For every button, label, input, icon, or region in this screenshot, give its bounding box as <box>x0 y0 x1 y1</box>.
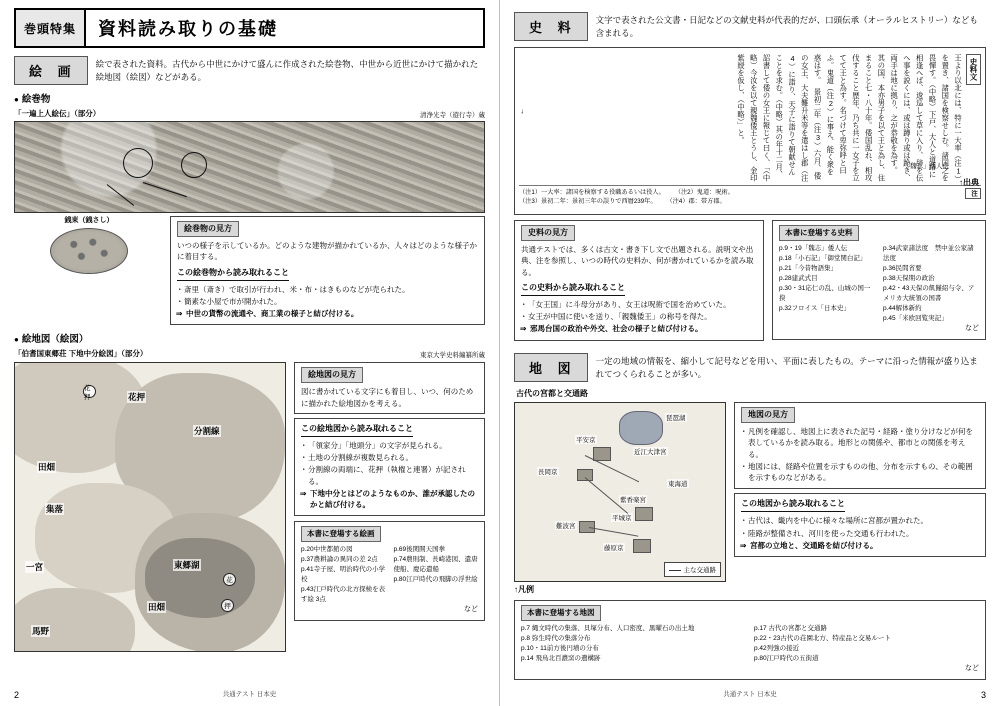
emakimono-view-title: 絵巻物の見方 <box>177 221 239 237</box>
map-label: 馬野 <box>32 626 50 637</box>
ezu-caption-row <box>14 348 485 359</box>
chizu-view-title: 地図の見方 <box>741 407 795 423</box>
shiryo-vertical-label: 史料文 <box>966 54 981 85</box>
section-desc-shiryo: 文字で表された公文書・日記などの文献史料が代表的だが、口頭伝承（オーラルヒストリー）なども含まれる。 <box>595 15 978 39</box>
shiryo-source-attr: 「魏志」倭人伝 <box>903 163 949 170</box>
list-item: ・ 簡素な小屋で市が開かれた。 <box>177 296 478 307</box>
list-item: p.41寺子屋、明治時代の小学校 <box>301 566 386 584</box>
map-label: 集落 <box>46 504 64 515</box>
chizu-view-list <box>741 426 979 483</box>
list-item: ・ 古代は、畿内を中心に様々な場所に宮都が置かれた。 <box>741 515 979 526</box>
map-site <box>593 447 611 461</box>
list-item: p.37農耕論の異同の差 2点 <box>301 555 378 563</box>
map-label: 平安京 <box>576 437 596 445</box>
map-label: 田畑 <box>148 602 166 613</box>
ezu-view-title: 絵地図の見方 <box>301 367 363 383</box>
ezu-read-title: この絵地図から読み取れること <box>301 423 413 437</box>
ezu-view-text: 図に書かれている文字にも着目し、いつ、何のために描かれた絵地図かを考える。 <box>301 387 474 408</box>
shiryo-shutten-arrow: ↑出典 <box>959 178 979 187</box>
leader-line-2 <box>143 182 187 197</box>
coin-label: 銭束（銭さし） <box>64 217 114 224</box>
list-item: p.80江戸時代の五街道 <box>754 654 819 662</box>
list-item: p.38天保期の政治 <box>883 274 935 282</box>
list-item: p.10・11前方後円墳の分布 <box>521 644 599 652</box>
list-item: p.22・23古代の荘園北方、特産品と交易ルート <box>754 634 891 642</box>
chizu-booklist-entries <box>521 624 979 664</box>
map-marker: 花 <box>223 573 236 586</box>
ezu-map-image <box>14 362 286 652</box>
section-label-kaiga: 絵 画 <box>14 56 88 85</box>
feature-tag: 巻頭特集 <box>16 10 86 46</box>
list-item: p.28建武式目 <box>779 274 818 282</box>
list-item: p.80江戸時代の飛脚の浮世絵 <box>393 576 478 584</box>
map-label: 一宮 <box>26 562 44 573</box>
shiryo-view-title: 史料の見方 <box>521 225 575 241</box>
section-kaiga-header <box>14 56 485 85</box>
map-label: 花押 <box>128 392 146 403</box>
list-item: p.20中世都館の図 <box>301 545 353 553</box>
emakimono-caption: 「一遍上人絵伝」（部分） <box>14 109 101 118</box>
note-item: （注2）鬼道：呪術。 <box>674 189 734 196</box>
list-item: ・ 「女王国」に斗母分があり、女王は呪術で国を治めていた。 <box>521 299 757 310</box>
shiryo-booklist-nado: など <box>965 325 979 333</box>
section-label-chizu: 地 図 <box>514 353 588 382</box>
map-label: 近江大津宮 <box>634 449 667 457</box>
list-item: ・ 陸路が整備され、河川を使った交通も行われた。 <box>741 528 979 539</box>
shiryo-booklist-title: 本書に登場する史料 <box>779 225 859 241</box>
map-marker: 押 <box>221 599 234 612</box>
section-chizu-header <box>514 353 986 382</box>
subsection-emakimono: ● 絵巻物 <box>14 91 485 105</box>
list-item: ・ 分割線の両端に、花押（執権と連署）が記される。 <box>301 464 478 487</box>
emakimono-view-text: いつの様子を示しているか。どのような建物が描かれているか、人々はどのような様子かに着目する。 <box>177 241 477 262</box>
list-item: p.21「今昔物語集」 <box>779 264 838 272</box>
ezu-read-list <box>301 440 478 511</box>
shiryo-booklist <box>772 220 986 340</box>
map-site <box>577 469 593 481</box>
footer-left: 共通テスト 日本史 <box>222 691 277 698</box>
left-booklist-nado: など <box>464 606 478 614</box>
list-item: ⇒ 中世の貨幣の流通や、商工業の様子と結び付ける。 <box>177 308 478 319</box>
map-hanrei: ↑凡例 <box>514 585 534 595</box>
list-item: ⇒ 宮都の立地と、交通路を結び付ける。 <box>741 540 979 551</box>
list-item: ⇒ 下地中分とはどのようなものか、誰が承認したのかと結び付ける。 <box>301 488 478 511</box>
map-label: 難波宮 <box>556 523 576 531</box>
section-desc-chizu: 一定の地域の情報を、縮小して記号などを用い、平面に表したもの。テーマに沿った情報が盛り込まれてつくられることが多い。 <box>595 355 978 379</box>
shiryo-arrow-label: → <box>519 108 526 115</box>
map-label: 平城京 <box>612 515 632 523</box>
legend-label: 主な交通路 <box>683 567 716 575</box>
chizu-read-callout <box>734 493 986 557</box>
legend-line-swatch <box>669 570 681 571</box>
list-item: p.69後関開天国拳 <box>393 545 446 553</box>
list-item: p.42列強の接近 <box>754 644 800 652</box>
left-booklist-entries <box>301 545 478 605</box>
shiryo-view-callout <box>514 220 764 341</box>
list-item: ・ 「領家分」「地頭分」の文字が見られる。 <box>301 440 478 451</box>
map-label: 東郷湖 <box>174 560 200 571</box>
list-item: ・ 土地の分割線が複数見られる。 <box>301 452 478 463</box>
list-item: p.45「米欧回覧実記」 <box>883 315 948 323</box>
highlight-circle-1 <box>123 148 153 178</box>
list-item: p.30・31応仁の乱、山城の国一揆 <box>779 284 871 302</box>
shiryo-booklist-entries <box>779 244 979 325</box>
map-label: 分割線 <box>194 426 220 437</box>
subsection-ezu: ● 絵地図（絵図） <box>14 331 485 345</box>
list-item: p.36民間省要 <box>883 264 922 272</box>
chizu-map-image <box>514 402 726 582</box>
chizu-booklist-title: 本書に登場する地図 <box>521 605 601 621</box>
chizu-read-list <box>741 515 979 551</box>
note-item: （注1）一大率：諸国を検察する役職あるいは役人。 <box>519 189 665 196</box>
note-item: （注3）景初二年：景初三年の誤りで西暦239年。 <box>519 198 657 206</box>
highlight-circle-2 <box>181 152 207 178</box>
page-number-right: 3 <box>980 690 986 700</box>
chizu-map-caption: 古代の宮都と交通路 <box>516 388 588 398</box>
chizu-view-callout <box>734 402 986 489</box>
map-legend <box>664 562 722 577</box>
feature-header <box>14 8 485 48</box>
emakimono-image <box>14 121 485 213</box>
list-item: p.17 古代の宮都と交通路 <box>754 624 827 632</box>
list-item: ・ 斎里（斎き）で取引が行われ、米・布・はきものなどが売られた。 <box>177 284 478 295</box>
coin-illustration <box>50 228 128 274</box>
map-route <box>589 527 638 537</box>
ezu-caption: 「伯耆国東郷荘 下地中分絵図」（部分） <box>14 349 148 359</box>
emakimono-view-callout <box>170 216 485 325</box>
left-booklist-title: 本書に登場する絵画 <box>301 526 381 542</box>
lake-biwa <box>619 411 663 445</box>
feature-title: 資料読み取りの基礎 <box>98 19 279 39</box>
shiryo-notes <box>519 185 981 207</box>
map-label: 長岡京 <box>538 469 558 477</box>
emakimono-credit: 清浄光寺（遊行寺）蔵 <box>420 112 485 119</box>
shiryo-view-text: 共通テストでは、多くは古文・書き下し文で出題される。説明文や出典、注を参照し、いつの時代の史料か、何が書かれているかを読み取る。 <box>521 245 754 277</box>
list-item: p.34武家諸法度 禁中並公家諸法度 <box>883 244 974 262</box>
section-desc-kaiga: 絵で表された資料。古代から中世にかけて盛んに作成された絵巻物、中世から近世にかけて描かれた絵地図（絵図）などがある。 <box>95 59 479 83</box>
emakimono-read-list <box>177 284 478 320</box>
footer-right: 共通テスト 日本史 <box>723 691 777 698</box>
leader-line-1 <box>107 184 134 206</box>
left-booklist <box>294 521 485 621</box>
ezu-read-callout <box>294 418 485 517</box>
list-item: ・ 女王が中国に使いを送り、「親魏倭王」の称号を得た。 <box>521 311 757 322</box>
map-site <box>633 539 651 553</box>
list-item: p.32フロイス「日本史」 <box>779 305 850 312</box>
page-number-left: 2 <box>14 690 20 700</box>
list-item: ⇒ 邪馬台国の政治や外交、社会の様子と結び付ける。 <box>521 323 757 334</box>
right-page <box>500 0 1000 706</box>
ezu-credit: 東京大学史料編纂所蔵 <box>420 352 485 360</box>
emakimono-read-title: この絵巻物から読み取れること <box>177 267 289 281</box>
map-region <box>14 588 135 652</box>
shiryo-body-text: 王より以北には、特に一大率（注1）を置き、諸国を検察せしむ。諸国之を畏憚す。（中略）下戸、大人と道路に相逢へば、逡巡して草に入り、辞を伝へ事を説くには、或は蹲り或は跪き、両手は地に拠り、之が恭敬を為す。 其の国、本亦男子を以て王と為し、住まること七・八十年。倭国乱れ、相攻伐すること歴年、乃ち共に一女子を立てて王と為す。名づけて卑弥呼と曰ふ。鬼道（注2）に事え、能く衆を惑はす。 景初二年（注3）六月、倭の女王、大夫難升米等を遣はし郡（注4）に詣り、天子に詣りて朝献せんことを求む。（中略）其の年十二月、詔書して倭の女王に報じて曰く、「（中略）今汝を以て親魏倭王とうし、金印紫綬を仮し、（中略）」と。 <box>736 54 963 182</box>
map-label: 田畑 <box>38 462 56 473</box>
section-label-shiryo: 史 料 <box>514 12 588 41</box>
list-item: ・ 地図には、経路や位置を示すものの他、分布を示すもの、その範囲を示すものなどがある。 <box>741 461 979 484</box>
emakimono-caption-row <box>14 108 485 119</box>
note-item: （注4）郡：帯方郡。 <box>666 198 726 206</box>
list-item: p.18「小石記」「御堂関白記」 <box>779 254 867 262</box>
chizu-read-title: この地図から読み取れること <box>741 498 845 512</box>
map-label: 東海道 <box>668 481 688 489</box>
list-item: p.9・19「魏志」倭人伝 <box>779 244 848 252</box>
ezu-view-callout <box>294 362 485 414</box>
list-item: p.44解体新約 <box>883 305 922 312</box>
list-item: ・ 凡例を確認し、地図上に表された記号・経路・塗り分けなどが何を表しているかを読み取る。地形との関係や、都市との関係を考える。 <box>741 426 979 460</box>
shiryo-read-title: この史料から読み取れること <box>521 282 625 296</box>
list-item: p.74農則制、長崎港図、遣唐使船、慶応遣船 <box>393 555 478 573</box>
map-marker: 花押 <box>83 385 96 398</box>
list-item: p.8 弥生時代の集落分布 <box>521 634 591 642</box>
chizu-booklist <box>514 600 986 680</box>
shiryo-read-list <box>521 299 757 335</box>
map-label: 紫香楽宮 <box>620 497 646 505</box>
chizu-booklist-nado: など <box>965 664 979 672</box>
map-label: 琵琶湖 <box>666 415 686 423</box>
list-item: p.42・43天保の飢饉紹与令、アメリカ大統領の国書 <box>883 284 975 302</box>
section-shiryo-header <box>514 12 986 41</box>
map-site <box>635 507 653 521</box>
note-label: 注 <box>965 188 981 199</box>
list-item: p.14 飛鳥北百濃窯の遺構跡 <box>521 654 601 662</box>
map-label: 藤原京 <box>604 545 624 553</box>
list-item: p.43江戸時代の北方探検を表す絵 3点 <box>301 586 386 604</box>
list-item: p.7 縄文時代の集落、貝塚分布、人口密度、黒曜石の出土地 <box>521 624 695 632</box>
shiryo-text-block <box>514 47 986 215</box>
